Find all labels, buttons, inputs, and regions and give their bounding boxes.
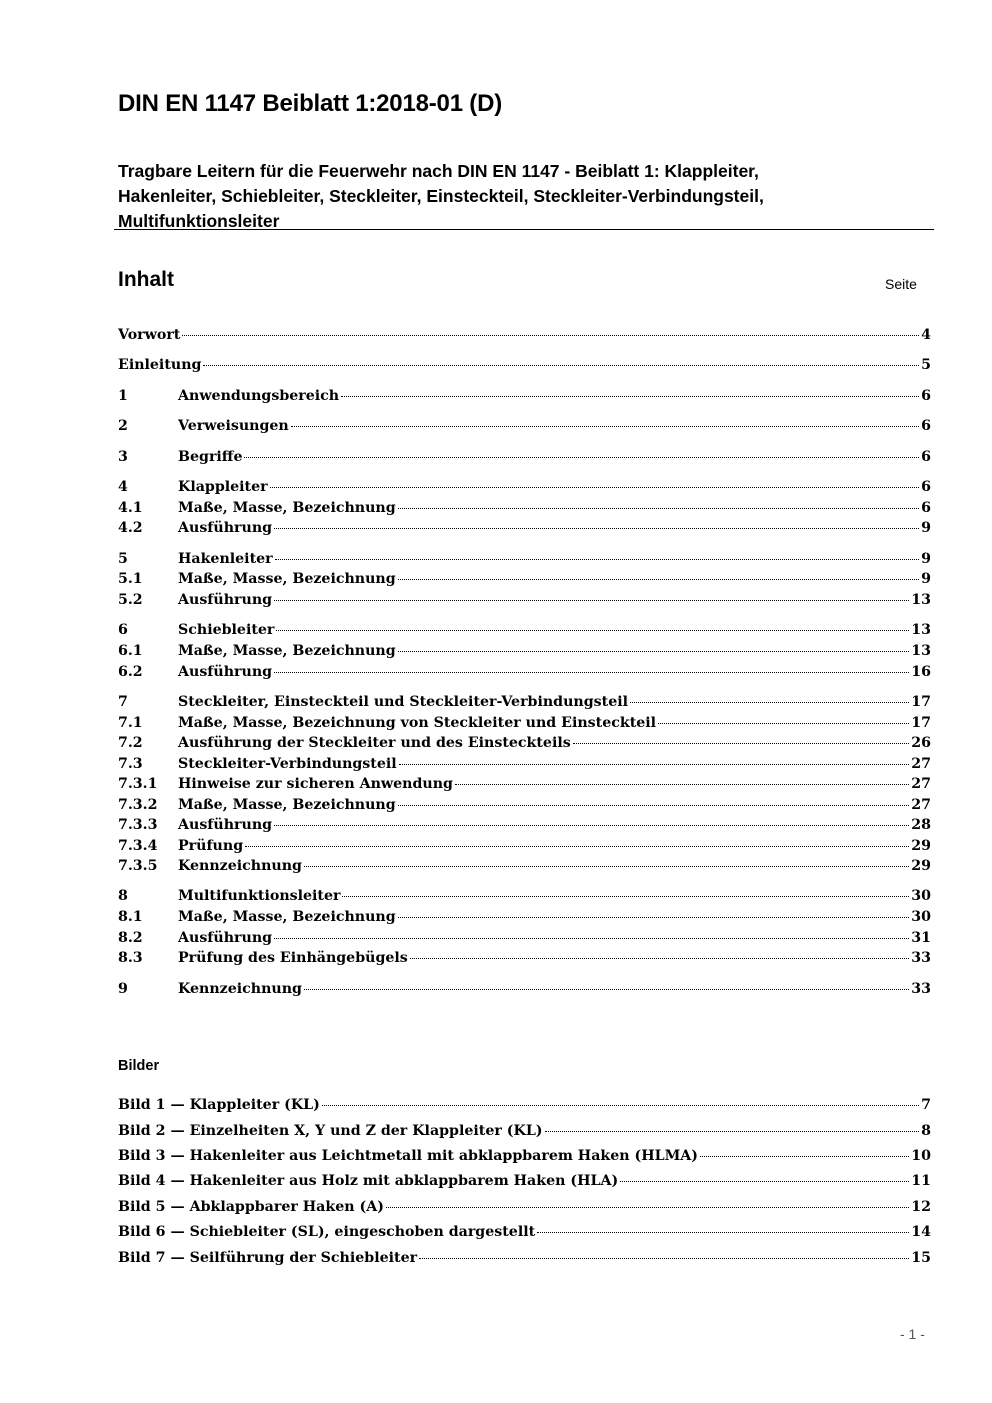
toc-entry-title: Ausführung xyxy=(178,930,273,946)
figure-entry[interactable] xyxy=(118,1171,931,1191)
toc-entry-line xyxy=(178,886,931,906)
toc-entry-line xyxy=(178,416,931,436)
toc-entry-number: 7.2 xyxy=(118,735,143,751)
dot-leader xyxy=(245,846,909,847)
toc-entry[interactable] xyxy=(118,549,931,569)
toc-entry[interactable] xyxy=(118,815,931,835)
toc-entry[interactable] xyxy=(118,662,931,682)
toc-entry-title: Begriffe xyxy=(178,449,243,465)
toc-entry-title: Ausführung der Steckleiter und des Einsteckteils xyxy=(178,735,571,751)
figure-entry-page: 8 xyxy=(921,1123,931,1139)
toc-entry-page: 6 xyxy=(921,500,931,516)
toc-entry-number: 8.1 xyxy=(118,909,143,925)
toc-entry-number: 7.3.4 xyxy=(118,838,158,854)
toc-entry[interactable] xyxy=(118,692,931,712)
dot-leader xyxy=(275,559,919,560)
figure-entry-page: 10 xyxy=(911,1148,931,1164)
dot-leader xyxy=(274,600,909,601)
figure-entry-title: Bild 6 — Schiebleiter (SL), eingeschoben dargestellt xyxy=(118,1224,536,1240)
figure-entry[interactable] xyxy=(118,1197,931,1217)
dot-leader xyxy=(658,723,909,724)
toc-entry-page: 6 xyxy=(921,479,931,495)
toc-entry-line xyxy=(118,1095,931,1115)
toc-entry-line xyxy=(118,325,931,345)
figure-entry-title: Bild 3 — Hakenleiter aus Leichtmetall mit abklappbarem Haken (HLMA) xyxy=(118,1148,699,1164)
dot-leader xyxy=(386,1207,909,1208)
toc-entry-title: Prüfung xyxy=(178,838,244,854)
dot-leader xyxy=(276,630,909,631)
dot-leader xyxy=(291,426,919,427)
toc-entry-page: 33 xyxy=(911,981,931,997)
toc-entry-line xyxy=(178,713,931,733)
toc-entry-number: 7.3.1 xyxy=(118,776,158,792)
toc-entry-page: 30 xyxy=(911,888,931,904)
toc-entry-page: 17 xyxy=(911,694,931,710)
dot-leader xyxy=(398,651,910,652)
toc-entry[interactable] xyxy=(118,355,931,375)
toc-entry-line xyxy=(118,1197,931,1217)
subtitle-line: Tragbare Leitern für die Feuerwehr nach DIN EN 1147 - Beiblatt 1: Klappleiter, xyxy=(118,161,759,181)
toc-entry[interactable] xyxy=(118,948,931,968)
toc-entry-page: 31 xyxy=(911,930,931,946)
toc-entry-number: 4 xyxy=(118,479,128,495)
page-column-label: Seite xyxy=(885,276,917,292)
toc-heading: Inhalt xyxy=(118,268,174,291)
toc-entry-title: Maße, Masse, Bezeichnung xyxy=(178,643,396,659)
toc-entry-page: 27 xyxy=(911,797,931,813)
toc-entry-page: 16 xyxy=(911,664,931,680)
toc-entry-title: Maße, Masse, Bezeichnung xyxy=(178,797,396,813)
toc-entry-line xyxy=(178,641,931,661)
toc-entry[interactable] xyxy=(118,774,931,794)
toc-entry-page: 26 xyxy=(911,735,931,751)
toc-entry-number: 1 xyxy=(118,388,128,404)
dot-leader xyxy=(182,335,919,336)
toc-entry[interactable] xyxy=(118,907,931,927)
toc-entry-title: Maße, Masse, Bezeichnung xyxy=(178,909,396,925)
dot-leader xyxy=(630,702,909,703)
toc-entry-title: Schiebleiter xyxy=(178,622,275,638)
dot-leader xyxy=(545,1131,920,1132)
toc-entry-line xyxy=(178,815,931,835)
toc-entry[interactable] xyxy=(118,641,931,661)
toc-entry-line xyxy=(178,386,931,406)
toc-entry-page: 9 xyxy=(921,571,931,587)
toc-entry-title: Maße, Masse, Bezeichnung xyxy=(178,500,396,516)
toc-entry[interactable] xyxy=(118,590,931,610)
dot-leader xyxy=(304,866,909,867)
subtitle-line: Hakenleiter, Schiebleiter, Steckleiter, Einsteckteil, Steckleiter-Verbindungsteil, xyxy=(118,186,764,206)
toc-entry-page: 6 xyxy=(921,388,931,404)
toc-entry-title: Kennzeichnung xyxy=(178,858,302,874)
toc-entry-line xyxy=(178,620,931,640)
toc-entry-number: 7.3 xyxy=(118,756,143,772)
dot-leader xyxy=(700,1156,909,1157)
toc-entry[interactable] xyxy=(118,836,931,856)
toc-entry-line xyxy=(178,928,931,948)
toc-entry-line xyxy=(178,477,931,497)
toc-entry-number: 4.1 xyxy=(118,500,143,516)
figure-entry[interactable] xyxy=(118,1095,931,1115)
toc-entry-number: 9 xyxy=(118,981,128,997)
toc-entry-title: Multifunktionsleiter xyxy=(178,888,341,904)
document-subtitle xyxy=(118,159,918,234)
figure-entry-page: 11 xyxy=(911,1173,931,1189)
figure-entry-page: 14 xyxy=(911,1224,931,1240)
toc-entry[interactable] xyxy=(118,498,931,518)
toc-entry-number: 7.3.5 xyxy=(118,858,158,874)
toc-entry[interactable] xyxy=(118,569,931,589)
toc-entry-line xyxy=(118,1146,931,1166)
toc-entry-title: Kennzeichnung xyxy=(178,981,302,997)
toc-entry-line xyxy=(178,498,931,518)
toc-entry-title: Vorwort xyxy=(118,327,181,343)
figure-entry[interactable] xyxy=(118,1222,931,1242)
toc-entry-title: Anwendungsbereich xyxy=(178,388,340,404)
figure-entry-page: 7 xyxy=(921,1097,931,1113)
toc-entry-title: Steckleiter, Einsteckteil und Steckleiter-Verbindungsteil xyxy=(178,694,628,710)
toc-entry-title: Klappleiter xyxy=(178,479,268,495)
subtitle-line: Multifunktionsleiter xyxy=(118,211,280,231)
toc-entry[interactable] xyxy=(118,386,931,406)
figure-entry-title: Bild 5 — Abklappbarer Haken (A) xyxy=(118,1199,384,1215)
toc-entry-number: 7.3.3 xyxy=(118,817,158,833)
page-number: - 1 - xyxy=(900,1326,925,1342)
toc-entry[interactable] xyxy=(118,795,931,815)
toc-entry-page: 27 xyxy=(911,756,931,772)
dot-leader xyxy=(398,917,910,918)
toc-entry-number: 8.3 xyxy=(118,950,143,966)
document-title: DIN EN 1147 Beiblatt 1:2018-01 (D) xyxy=(118,90,503,117)
toc-entry[interactable] xyxy=(118,518,931,538)
figure-entry-title: Bild 7 — Seilführung der Schiebleiter xyxy=(118,1250,418,1266)
toc-entry-title: Steckleiter-Verbindungsteil xyxy=(178,756,397,772)
figures-heading: Bilder xyxy=(118,1058,160,1074)
toc-entry-page: 6 xyxy=(921,418,931,434)
toc-entry[interactable] xyxy=(118,886,931,906)
toc-entry-line xyxy=(118,355,931,375)
toc-entry[interactable] xyxy=(118,416,931,436)
toc-entry[interactable] xyxy=(118,477,931,497)
figure-entry-page: 12 xyxy=(911,1199,931,1215)
toc-entry-line xyxy=(178,569,931,589)
toc-entry-page: 30 xyxy=(911,909,931,925)
toc-entry-page: 9 xyxy=(921,551,931,567)
toc-entry-line xyxy=(178,447,931,467)
dot-leader xyxy=(274,528,919,529)
dot-leader xyxy=(620,1181,909,1182)
dot-leader xyxy=(537,1232,909,1233)
dot-leader xyxy=(274,938,909,939)
toc-entry-number: 2 xyxy=(118,418,128,434)
dot-leader xyxy=(398,805,910,806)
toc-entry-title: Ausführung xyxy=(178,592,273,608)
figure-entry-title: Bild 1 — Klappleiter (KL) xyxy=(118,1097,320,1113)
toc-entry-line xyxy=(178,774,931,794)
toc-entry-line xyxy=(178,549,931,569)
toc-entry-title: Maße, Masse, Bezeichnung xyxy=(178,571,396,587)
toc-entry-page: 28 xyxy=(911,817,931,833)
toc-entry-line xyxy=(178,590,931,610)
toc-entry-title: Einleitung xyxy=(118,357,202,373)
dot-leader xyxy=(410,958,909,959)
toc-entry-title: Ausführung xyxy=(178,664,273,680)
toc-entry-page: 29 xyxy=(911,858,931,874)
toc-entry[interactable] xyxy=(118,754,931,774)
toc-entry-number: 6.2 xyxy=(118,664,143,680)
dot-leader xyxy=(398,508,919,509)
toc-entry-page: 17 xyxy=(911,715,931,731)
title-divider xyxy=(114,229,934,230)
toc-entry-line xyxy=(178,692,931,712)
toc-entry-page: 33 xyxy=(911,950,931,966)
toc-entry-line xyxy=(178,979,931,999)
toc-entry-title: Verweisungen xyxy=(178,418,289,434)
toc-entry-number: 5 xyxy=(118,551,128,567)
toc-entry-line xyxy=(118,1248,931,1268)
toc-entry-number: 7 xyxy=(118,694,128,710)
toc-entry-number: 5.1 xyxy=(118,571,143,587)
dot-leader xyxy=(304,989,909,990)
toc-entry[interactable] xyxy=(118,928,931,948)
toc-entry-number: 3 xyxy=(118,449,128,465)
toc-entry-page: 27 xyxy=(911,776,931,792)
toc-entry-page: 5 xyxy=(921,357,931,373)
toc-entry-title: Maße, Masse, Bezeichnung von Steckleiter und Einsteckteil xyxy=(178,715,657,731)
dot-leader xyxy=(274,825,909,826)
dot-leader xyxy=(342,896,909,897)
toc-entry-page: 13 xyxy=(911,592,931,608)
toc-entry[interactable] xyxy=(118,713,931,733)
dot-leader xyxy=(244,457,919,458)
toc-entry-page: 9 xyxy=(921,520,931,536)
toc-entry-page: 13 xyxy=(911,622,931,638)
toc-entry[interactable] xyxy=(118,620,931,640)
toc-entry[interactable] xyxy=(118,856,931,876)
dot-leader xyxy=(203,365,919,366)
figure-entry-title: Bild 2 — Einzelheiten X, Y und Z der Klappleiter (KL) xyxy=(118,1123,543,1139)
toc-entry-line xyxy=(118,1121,931,1141)
dot-leader xyxy=(573,743,910,744)
toc-entry-title: Ausführung xyxy=(178,520,273,536)
dot-leader xyxy=(398,579,919,580)
toc-entry-title: Hinweise zur sicheren Anwendung xyxy=(178,776,453,792)
toc-entry[interactable] xyxy=(118,733,931,753)
toc-entry[interactable] xyxy=(118,447,931,467)
toc-entry-line xyxy=(178,733,931,753)
toc-entry-number: 6 xyxy=(118,622,128,638)
toc-entry-page: 13 xyxy=(911,643,931,659)
toc-entry-title: Ausführung xyxy=(178,817,273,833)
toc-entry-number: 5.2 xyxy=(118,592,143,608)
toc-entry-title: Prüfung des Einhängebügels xyxy=(178,950,408,966)
dot-leader xyxy=(322,1105,919,1106)
toc-entry-line xyxy=(178,662,931,682)
dot-leader xyxy=(455,784,909,785)
toc-entry-title: Hakenleiter xyxy=(178,551,273,567)
toc-entry[interactable] xyxy=(118,979,931,999)
dot-leader xyxy=(270,487,920,488)
toc-entry-line xyxy=(178,518,931,538)
dot-leader xyxy=(419,1258,909,1259)
toc-entry[interactable] xyxy=(118,325,931,345)
toc-entry-number: 7.3.2 xyxy=(118,797,158,813)
toc-entry-line xyxy=(178,907,931,927)
toc-entry-line xyxy=(118,1171,931,1191)
dot-leader xyxy=(341,396,919,397)
toc-entry-line xyxy=(178,856,931,876)
toc-entry-number: 7.1 xyxy=(118,715,143,731)
toc-entry-line xyxy=(178,948,931,968)
toc-entry-line xyxy=(178,795,931,815)
toc-entry-number: 8.2 xyxy=(118,930,143,946)
figure-entry[interactable] xyxy=(118,1146,931,1166)
toc-entry-number: 8 xyxy=(118,888,128,904)
figure-entry-page: 15 xyxy=(911,1250,931,1266)
figure-entry[interactable] xyxy=(118,1121,931,1141)
toc-entry-line xyxy=(118,1222,931,1242)
toc-entry-page: 6 xyxy=(921,449,931,465)
toc-entry-number: 4.2 xyxy=(118,520,143,536)
toc-entry-line xyxy=(178,754,931,774)
toc-entry-line xyxy=(178,836,931,856)
toc-entry-number: 6.1 xyxy=(118,643,143,659)
figure-entry-title: Bild 4 — Hakenleiter aus Holz mit abklappbarem Haken (HLA) xyxy=(118,1173,619,1189)
dot-leader xyxy=(274,672,909,673)
dot-leader xyxy=(399,764,910,765)
toc-entry-page: 4 xyxy=(921,327,931,343)
figure-entry[interactable] xyxy=(118,1248,931,1268)
toc-entry-page: 29 xyxy=(911,838,931,854)
